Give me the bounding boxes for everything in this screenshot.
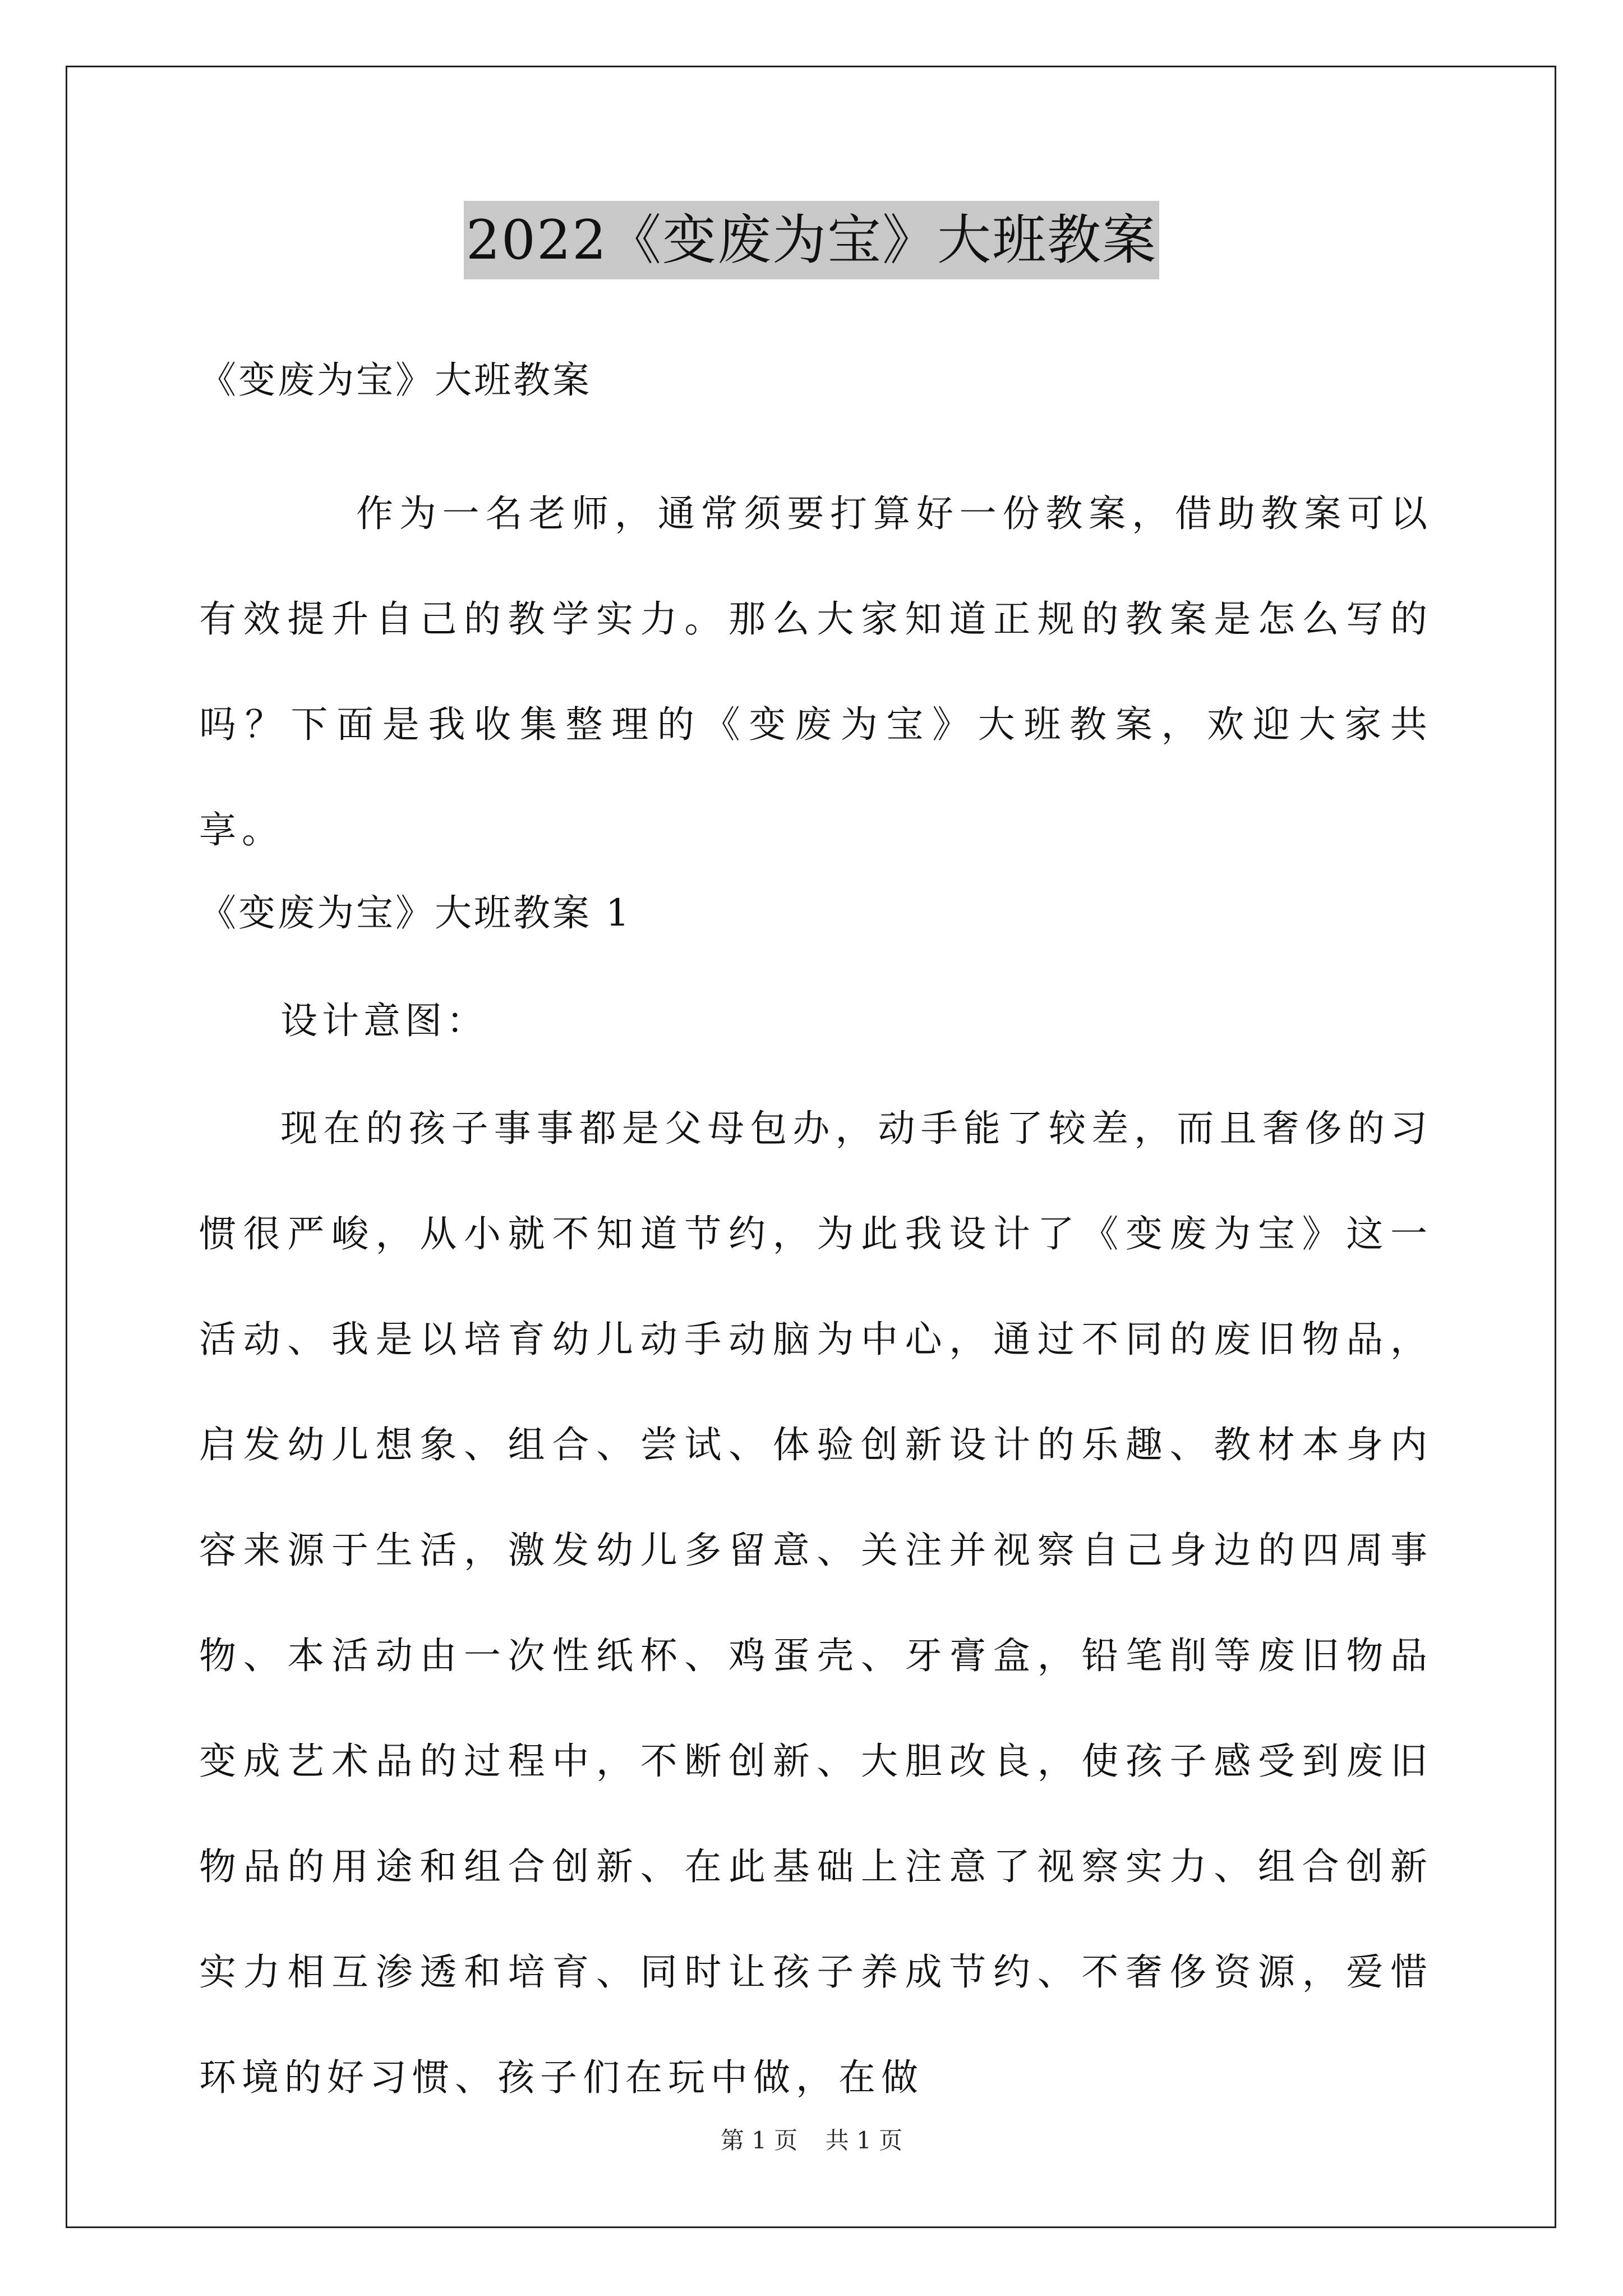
page-number-total: 共 1 页 xyxy=(825,2127,903,2154)
section-title: 《变废为宝》大班教案 1 xyxy=(199,891,631,935)
document-subtitle: 《变废为宝》大班教案 xyxy=(199,358,592,402)
page-number-current: 第 1 页 xyxy=(720,2127,798,2154)
design-intent-paragraph: 现在的孩子事事都是父母包办，动手能了较差，而且奢侈的习惯很严峻，从小就不知道节约，为此我设计了《变废为宝》这一活动、我是以培育幼儿动手动脑为中心，通过不同的废旧物品，启发幼儿想象、组合、尝试、体验创新设计的乐趣、教材本身内容来源于生活，激发幼儿多留意、关注并视察自己身边的四周事物、本活动由一次性纸杯、鸡蛋壳、牙膏盒，铅笔削等废旧物品变成艺术品的过程中，不断创新、大胆改良，使孩子感受到废旧物品的用途和组合创新、在此基础上注意了视察实力、组合创新实力相互渗透和培育、同时让孩子养成节约、不奢侈资源，爱惜环境的好习惯、孩子们在玩中做，在做 xyxy=(199,1107,1433,2099)
document-title: 2022《变废为宝》大班教案 xyxy=(464,201,1159,279)
page-footer xyxy=(0,2124,1623,2157)
design-intent-label: 设计意图： xyxy=(280,999,488,1042)
intro-paragraph: 作为一名老师，通常须要打算好一份教案，借助教案可以有效提升自己的教学实力。那么大家知道正规的教案是怎么写的吗？下面是我收集整理的《变废为宝》大班教案，欢迎大家共享。 xyxy=(199,492,1433,852)
title-container xyxy=(0,201,1623,279)
